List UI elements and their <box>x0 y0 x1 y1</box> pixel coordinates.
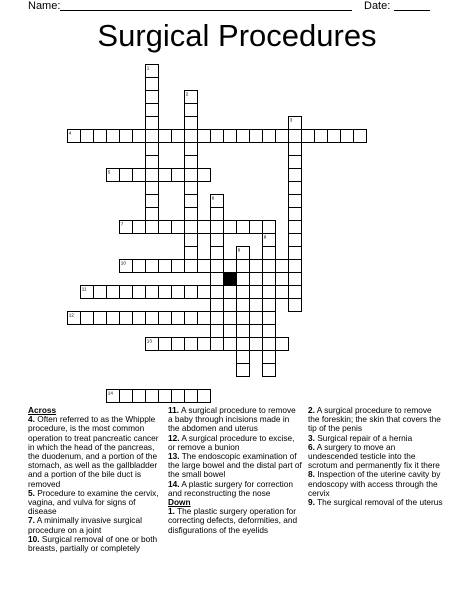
grid-cell[interactable] <box>237 364 250 377</box>
grid-cell[interactable] <box>172 130 185 143</box>
clue-number: 11. <box>168 405 180 415</box>
clue-across-5 <box>28 489 164 517</box>
grid-cell[interactable] <box>94 286 107 299</box>
clue-number: 8. <box>308 469 315 480</box>
grid-cell[interactable] <box>211 234 224 247</box>
grid-cell[interactable] <box>159 286 172 299</box>
grid-cell[interactable] <box>185 182 198 195</box>
grid-cell[interactable] <box>159 130 172 143</box>
grid-cell[interactable] <box>276 260 289 273</box>
grid-cell[interactable] <box>224 221 237 234</box>
grid-cell[interactable] <box>81 286 94 299</box>
grid-cell[interactable] <box>146 91 159 104</box>
grid-cell[interactable] <box>211 338 224 351</box>
clue-number-label: 1 <box>146 65 150 71</box>
grid-cell[interactable] <box>120 286 133 299</box>
grid-cell[interactable] <box>250 286 263 299</box>
grid-cell[interactable] <box>250 260 263 273</box>
clue-across-4 <box>28 415 164 489</box>
grid-cell[interactable] <box>159 338 172 351</box>
grid-cell[interactable] <box>146 338 159 351</box>
clue-number: 5. <box>28 487 35 498</box>
grid-cell[interactable] <box>289 143 302 156</box>
grid-cell[interactable] <box>250 312 263 325</box>
grid-cell[interactable] <box>185 260 198 273</box>
clue-text: A surgical procedure to excise, or remove a bunion <box>168 432 295 452</box>
grid-cell[interactable] <box>120 390 133 403</box>
grid-cell[interactable] <box>237 260 250 273</box>
grid-cell[interactable] <box>185 169 198 182</box>
grid-cell[interactable] <box>159 312 172 325</box>
clues-column-3 <box>308 406 444 507</box>
clue-across-7 <box>28 516 164 534</box>
grid-cell[interactable] <box>68 312 81 325</box>
grid-cell[interactable] <box>263 286 276 299</box>
clue-number: 12. <box>168 432 180 443</box>
clue-number-label: 12 <box>68 312 74 318</box>
grid-cell[interactable] <box>107 286 120 299</box>
grid-cell[interactable] <box>224 312 237 325</box>
grid-cell[interactable] <box>263 325 276 338</box>
grid-cell[interactable] <box>354 130 367 143</box>
grid-cell[interactable] <box>263 221 276 234</box>
grid-cell[interactable] <box>107 130 120 143</box>
clue-across-10 <box>28 535 164 553</box>
clue-text: The surgical removal of the uterus <box>317 497 443 508</box>
grid-cell[interactable] <box>146 195 159 208</box>
grid-cell[interactable] <box>172 338 185 351</box>
grid-cell[interactable] <box>120 221 133 234</box>
grid-cell[interactable] <box>172 221 185 234</box>
grid-cell[interactable] <box>94 130 107 143</box>
grid-cell[interactable] <box>250 130 263 143</box>
clue-down-8 <box>308 470 444 498</box>
clue-number: 6. <box>308 441 315 452</box>
clues-column-2 <box>168 406 302 535</box>
grid-cell[interactable] <box>302 130 315 143</box>
grid-cell[interactable] <box>263 312 276 325</box>
clue-text: Surgical removal of one or both breasts, partially or completely <box>28 533 158 554</box>
clue-number: 10. <box>28 533 40 544</box>
clue-text: Surgical repair of a hernia <box>317 432 413 443</box>
grid-cell[interactable] <box>185 117 198 130</box>
grid-cell[interactable] <box>120 169 133 182</box>
grid-cell[interactable] <box>211 130 224 143</box>
grid-cell[interactable] <box>146 130 159 143</box>
grid-cell[interactable] <box>120 312 133 325</box>
grid-cell[interactable] <box>146 390 159 403</box>
grid-cell[interactable] <box>107 169 120 182</box>
grid-cell[interactable] <box>133 260 146 273</box>
grid-cell[interactable] <box>185 195 198 208</box>
grid-cell[interactable] <box>185 130 198 143</box>
grid-cell[interactable] <box>185 234 198 247</box>
grid-cell[interactable] <box>198 286 211 299</box>
grid-cell[interactable] <box>133 286 146 299</box>
grid-cell[interactable] <box>146 143 159 156</box>
grid-cell[interactable] <box>81 312 94 325</box>
grid-cell[interactable] <box>146 208 159 221</box>
grid-cell[interactable] <box>250 338 263 351</box>
grid-cell[interactable] <box>198 221 211 234</box>
grid-cell[interactable] <box>81 130 94 143</box>
grid-cell[interactable] <box>289 156 302 169</box>
grid-cell[interactable] <box>185 221 198 234</box>
grid-cell[interactable] <box>263 234 276 247</box>
grid-cell[interactable] <box>237 351 250 364</box>
clue-across-13 <box>168 452 302 480</box>
across-heading: Across <box>28 405 57 415</box>
clue-number: 14. <box>168 478 180 489</box>
grid-cell[interactable] <box>237 338 250 351</box>
clue-text: A surgical procedure to remove the foreskin; the skin that covers the tip of the penis <box>308 405 441 434</box>
grid-cell[interactable] <box>120 130 133 143</box>
grid-cell[interactable] <box>146 286 159 299</box>
clue-down-1 <box>168 507 302 535</box>
clue-down-9 <box>308 498 444 507</box>
clue-down-2 <box>308 406 444 434</box>
grid-cell[interactable] <box>289 117 302 130</box>
grid-cell[interactable] <box>146 65 159 78</box>
grid-cell[interactable] <box>185 104 198 117</box>
grid-cell[interactable] <box>289 195 302 208</box>
grid-cell[interactable] <box>237 130 250 143</box>
clue-text: Inspection of the uterine cavity by endoscopy with access through the cervix <box>308 469 441 498</box>
name-label: Name: <box>28 0 61 12</box>
grid-cell[interactable] <box>146 312 159 325</box>
clue-number-label: 2 <box>185 91 189 97</box>
clue-text: A surgery to move an undescended testicle into the scrotum and permanently fix it there <box>308 441 440 471</box>
grid-cell[interactable] <box>237 312 250 325</box>
clue-number-label: 10 <box>120 260 126 266</box>
grid-cell[interactable] <box>289 299 302 312</box>
grid-cell[interactable] <box>172 169 185 182</box>
grid-cell[interactable] <box>68 130 81 143</box>
grid-cell[interactable] <box>263 351 276 364</box>
grid-cell[interactable] <box>146 260 159 273</box>
grid-cell[interactable] <box>133 130 146 143</box>
clue-text: The plastic surgery operation for correcting defects, deformities, and disfigurations of the eyelids <box>168 506 298 535</box>
grid-cell[interactable] <box>146 117 159 130</box>
grid-cell[interactable] <box>237 286 250 299</box>
clue-text: A surgical procedure to remove a baby through incisions made in the abdomen and uterus <box>168 405 296 434</box>
grid-cell[interactable] <box>263 247 276 260</box>
grid-cell[interactable] <box>172 286 185 299</box>
grid-cell[interactable] <box>198 390 211 403</box>
grid-cell[interactable] <box>133 221 146 234</box>
grid-cell[interactable] <box>146 221 159 234</box>
clue-number: 1. <box>168 506 175 517</box>
grid-cell[interactable] <box>276 130 289 143</box>
grid-cell[interactable] <box>133 390 146 403</box>
grid-cell[interactable] <box>211 299 224 312</box>
clue-number: 3. <box>308 432 315 443</box>
grid-cell[interactable] <box>289 130 302 143</box>
grid-cell[interactable] <box>237 273 250 286</box>
clue-number-label: 8 <box>263 234 267 240</box>
grid-cell[interactable] <box>289 169 302 182</box>
grid-cell[interactable] <box>107 390 120 403</box>
clues-column-1 <box>28 406 164 553</box>
grid-cell[interactable] <box>315 130 328 143</box>
grid-cell[interactable] <box>211 221 224 234</box>
grid-cell[interactable] <box>146 78 159 91</box>
grid-cell[interactable] <box>211 273 224 286</box>
clue-number: 7. <box>28 515 35 526</box>
grid-cell[interactable] <box>211 208 224 221</box>
grid-cell[interactable] <box>224 286 237 299</box>
grid-cell[interactable] <box>172 390 185 403</box>
grid-cell[interactable] <box>341 130 354 143</box>
grid-cell[interactable] <box>185 338 198 351</box>
grid-cell[interactable] <box>159 221 172 234</box>
grid-cell[interactable] <box>276 286 289 299</box>
grid-cell[interactable] <box>263 130 276 143</box>
clue-down-6 <box>308 443 444 471</box>
grid-cell[interactable] <box>289 208 302 221</box>
grid-cell[interactable] <box>172 260 185 273</box>
grid-cell[interactable] <box>185 156 198 169</box>
clue-number-label: 7 <box>120 221 124 227</box>
clue-text: Procedure to examine the cervix, vagina, and vulva for signs of disease <box>28 487 159 517</box>
clue-number-label: 9 <box>237 247 241 253</box>
grid-cell[interactable] <box>146 169 159 182</box>
grid-cell[interactable] <box>185 208 198 221</box>
grid-cell[interactable] <box>198 169 211 182</box>
grid-cell[interactable] <box>224 130 237 143</box>
grid-cell[interactable] <box>107 312 120 325</box>
clue-across-14 <box>168 480 302 498</box>
grid-cell[interactable] <box>237 221 250 234</box>
clue-number-label: 3 <box>289 117 293 123</box>
clue-number-label: 6 <box>211 195 215 201</box>
grid-cell[interactable] <box>289 247 302 260</box>
grid-cell[interactable] <box>328 130 341 143</box>
grid-cell[interactable] <box>185 247 198 260</box>
grid-cell[interactable] <box>263 273 276 286</box>
grid-cell[interactable] <box>250 221 263 234</box>
grid-cell[interactable] <box>120 260 133 273</box>
grid-cell[interactable] <box>289 260 302 273</box>
grid-cell[interactable] <box>198 260 211 273</box>
grid-cell[interactable] <box>185 286 198 299</box>
grid-cell[interactable] <box>289 273 302 286</box>
grid-cell[interactable] <box>133 312 146 325</box>
grid-cell[interactable] <box>211 312 224 325</box>
grid-cell[interactable] <box>159 169 172 182</box>
grid-cell[interactable] <box>185 91 198 104</box>
clue-text: A plastic surgery for correction and reconstructing the nose <box>168 478 293 498</box>
grid-cell[interactable] <box>198 312 211 325</box>
clue-number: 2. <box>308 405 315 415</box>
clue-number-label: 13 <box>146 338 152 344</box>
name-field[interactable] <box>60 10 352 11</box>
grid-cell[interactable] <box>276 338 289 351</box>
clue-across-11 <box>168 406 302 434</box>
grid-cell[interactable] <box>289 234 302 247</box>
grid-cell[interactable] <box>211 286 224 299</box>
grid-cell[interactable] <box>289 182 302 195</box>
grid-cell[interactable] <box>172 312 185 325</box>
grid-cell[interactable] <box>146 104 159 117</box>
grid-cell[interactable] <box>237 299 250 312</box>
clue-number-label: 4 <box>68 130 72 136</box>
grid-cell[interactable] <box>185 312 198 325</box>
clue-number: 13. <box>168 451 180 462</box>
grid-cell[interactable] <box>133 169 146 182</box>
grid-cell[interactable] <box>289 221 302 234</box>
date-field[interactable] <box>394 10 430 11</box>
grid-cell[interactable] <box>198 130 211 143</box>
page-title: Surgical Procedures <box>97 18 377 53</box>
grid-cell[interactable] <box>211 195 224 208</box>
clue-number-label: 11 <box>81 286 87 292</box>
clue-number: 9. <box>308 497 315 508</box>
grid-cell[interactable] <box>237 247 250 260</box>
grid-cell[interactable] <box>159 390 172 403</box>
grid-cell[interactable] <box>224 338 237 351</box>
clue-text: The endoscopic examination of the large bowel and the distal part of the small bowel <box>168 451 302 480</box>
grid-cell[interactable] <box>185 143 198 156</box>
grid-cell[interactable] <box>263 260 276 273</box>
grid-cell[interactable] <box>211 247 224 260</box>
grid-cell[interactable] <box>94 312 107 325</box>
grid-cell[interactable] <box>263 299 276 312</box>
grid-cell[interactable] <box>185 390 198 403</box>
down-heading: Down <box>168 497 191 508</box>
black-cell <box>224 273 237 286</box>
grid-cell[interactable] <box>289 286 302 299</box>
clue-number-label: 14 <box>107 390 113 396</box>
grid-cell[interactable] <box>159 260 172 273</box>
grid-cell[interactable] <box>263 364 276 377</box>
clue-text: Often referred to as the Whipple procedure, is the most common operation to treat pancreatic cancer in which the head of the pancreas, the duodenum, and a portion of the stomach, as well as the gallbladder and a portion of the bile duct is removed <box>28 414 159 489</box>
clue-text: A minimally invasive surgical procedure on a joint <box>28 515 142 535</box>
grid-cell[interactable] <box>211 260 224 273</box>
date-label: Date: <box>364 0 391 12</box>
grid-cell[interactable] <box>237 325 250 338</box>
grid-cell[interactable] <box>146 156 159 169</box>
clue-number: 4. <box>28 414 35 425</box>
clue-number-label: 5 <box>107 169 111 175</box>
grid-cell[interactable] <box>146 182 159 195</box>
grid-cell[interactable] <box>224 260 237 273</box>
grid-cell[interactable] <box>211 325 224 338</box>
grid-cell[interactable] <box>263 338 276 351</box>
grid-cell[interactable] <box>198 338 211 351</box>
clue-across-12 <box>168 434 302 452</box>
